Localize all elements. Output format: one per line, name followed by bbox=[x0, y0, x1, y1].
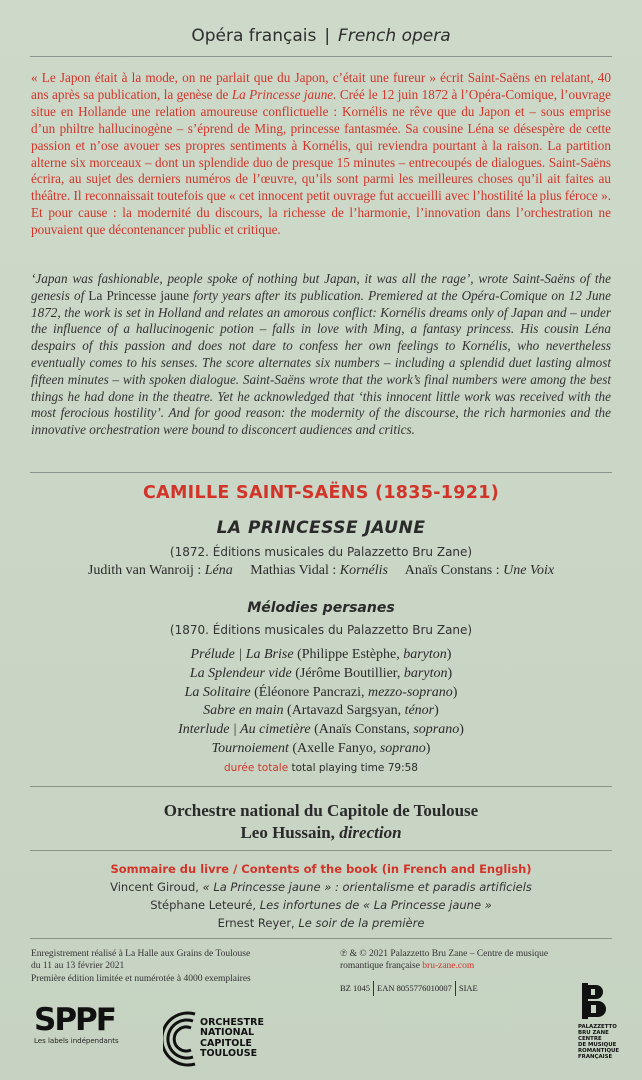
sppf-tagline: Les labels indépendants bbox=[34, 1037, 119, 1045]
pbz-emblem-icon bbox=[578, 983, 608, 1019]
song-list bbox=[0, 646, 642, 759]
melodies-publication: (1870. Éditions musicales du Palazzetto Bru Zane) bbox=[169, 623, 473, 637]
website-link[interactable]: bru-zane.com bbox=[422, 961, 475, 972]
fr-work-title: La Princesse jaune. bbox=[231, 86, 337, 102]
footer-rule bbox=[30, 938, 612, 939]
duration-label-fr: durée totale bbox=[224, 762, 289, 774]
fr-text-part1: « Le Japon était à la mode, on ne parlait que du Japon, c’était une fureur » écrit Saint-Saëns en relatant, 40 ans après sa publication, la genèse de bbox=[31, 70, 611, 102]
cast-member: Anaïs Constans : Une Voix bbox=[404, 563, 555, 578]
contents-item: Stéphane Leteuré, Les infortunes de « La Princesse jaune » bbox=[150, 898, 492, 912]
catalogue-number: BZ 1045 bbox=[340, 981, 374, 996]
composer-name: CAMILLE SAINT-SAËNS (1835-1921) bbox=[142, 483, 499, 503]
en-work-title: La Princesse jaune bbox=[88, 287, 189, 303]
cast-list bbox=[0, 563, 642, 579]
cast-member: Judith van Wanroij : Léna bbox=[87, 563, 233, 578]
duration-label-en: total playing time 79:58 bbox=[291, 762, 418, 774]
orchestra-logo-text: ORCHESTRE NATIONAL CAPITOLE TOULOUSE bbox=[200, 1017, 264, 1060]
copyright-line: ℗ & © 2021 Palazzetto Bru Zane – Centre de musique bbox=[340, 949, 549, 959]
ean-code: EAN 8055776010007 bbox=[374, 981, 456, 996]
sppf-wordmark: SPPF bbox=[34, 1002, 115, 1038]
recording-info bbox=[31, 948, 316, 985]
melodies-title: Mélodies persanes bbox=[247, 600, 395, 616]
en-text-part2: forty years after its publication. Premiered at the Opéra-Comique on 12 June 1872, the work is set in Holland and relates an amorous conflict: Kornélis dreams only of Japan and – under the influence of a hallucinogenic potion – falls in love with Ming, a fantasy princess. His cousin Léna despairs of this passion and does not dare to confess her own feelings to Kornélis, who nevertheless eventually comes to his senses. The score alternates six numbers – including a splendid duet lasting almost fifteen minutes – with spoken dialogue. Saint-Saëns wrote that the work’s final numbers were among the best things he had done in the theatre. Yet he acknowledged that ‘this innocent little work was received with the most ferocious hostility’. And for good reason: the modernity of the discourse, the rich harmonies and the innovative orchestration were bound to disconcert audiences and critics. bbox=[31, 287, 611, 438]
conductor: Leo Hussain, direction bbox=[240, 823, 402, 842]
opera-title: LA PRINCESSE JAUNE bbox=[216, 518, 426, 538]
song-item: La Solitaire (Éléonore Pancrazi, mezzo-soprano) bbox=[184, 684, 458, 700]
header-rule bbox=[30, 56, 612, 57]
orchestra-logo bbox=[163, 1008, 323, 1070]
song-item: Prélude | La Brise (Philippe Estèphe, baryton) bbox=[190, 647, 452, 662]
recording-line: Enregistrement réalisé à La Halle aux Grains de Toulouse bbox=[31, 949, 251, 959]
opera-publication: (1872. Éditions musicales du Palazzetto Bru Zane) bbox=[169, 545, 473, 559]
contents-rule bbox=[30, 850, 612, 851]
en-text-part1: ‘Japan was fashionable, people spoke of nothing but Japan, it was all the rage’, wrote Saint-Saëns of the genesis of bbox=[31, 271, 611, 303]
copyright-line: romantique française bbox=[340, 961, 423, 972]
series-separator: | bbox=[324, 26, 331, 46]
contents-title: Sommaire du livre / Contents of the book (in French and English) bbox=[110, 862, 532, 876]
song-item: La Splendeur vide (Jérôme Boutillier, baryton) bbox=[189, 665, 453, 681]
series-header bbox=[0, 26, 642, 46]
recording-line: Première édition limitée et numérotée à 4000 exemplaires bbox=[31, 973, 251, 984]
book-contents bbox=[0, 860, 642, 932]
mid-rule bbox=[30, 472, 612, 473]
french-description bbox=[31, 70, 611, 239]
english-description bbox=[31, 271, 611, 439]
series-fr: Opéra français bbox=[191, 26, 317, 46]
song-item: Sabre en main (Artavazd Sargsyan, ténor) bbox=[203, 703, 439, 719]
siae-mark: SIAE bbox=[458, 983, 478, 993]
song-item: Tournoiement (Axelle Fanyo, soprano) bbox=[211, 740, 431, 756]
total-duration bbox=[0, 762, 642, 774]
series-en: French opera bbox=[338, 26, 451, 46]
orchestra-name: Orchestre national du Capitole de Toulouse bbox=[163, 801, 479, 820]
palazzetto-logo bbox=[578, 983, 626, 1060]
recording-line: du 11 au 13 février 2021 bbox=[31, 961, 125, 972]
fr-text-part2: Créé le 12 juin 1872 à l’Opéra-Comique, l’ouvrage situe en Hollande une relation amoureuse conflictuelle : Kornélis ne rêve que du Japon et – sous emprise d’un philtre hallucinogène – s’éprend de Ming, princesse fantasmée. Sa cousine Léna se désespère de cette passion et n’ose avouer ses propres sentiments à Kornélis, qui reviendra pourtant à la raison. La partition alterne six morceaux – dont un splendide duo de presque 15 minutes – entrecoupés de dialogues. Saint-Saëns écrira, au sujet des derniers numéros de l’œuvre, qu’ils sont parmi les meilleures choses qu’il ait faites au théâtre. Il reconnaissait toutefois que « cet innocent petit ouvrage fut accueilli avec l’hostilité la plus féroce ». Et pour cause : la modernité du discours, la richesse de l’harmonie, l’innovation dans l’orchestration ne pouvaient que décontenancer public et critique. bbox=[31, 86, 612, 238]
pbz-logo-text: PALAZZETTO BRU ZANE CENTRE DE MUSIQUE ROMANTIQUE FRANÇAISE bbox=[578, 1024, 620, 1060]
copyright-info bbox=[340, 948, 620, 973]
song-item: Interlude | Au cimetière (Anaïs Constans, soprano) bbox=[178, 722, 464, 738]
contents-item: Vincent Giroud, « La Princesse jaune » : orientalisme et paradis artificiels bbox=[110, 880, 532, 894]
contents-item: Ernest Reyer, Le soir de la première bbox=[217, 916, 425, 930]
orchestra-emblem-icon bbox=[163, 1008, 203, 1070]
catalogue-codes bbox=[340, 981, 481, 996]
orchestra-block bbox=[0, 800, 642, 844]
orchestra-rule bbox=[30, 786, 612, 787]
cast-member: Mathias Vidal : Kornélis bbox=[250, 563, 388, 578]
sppf-logo bbox=[34, 1002, 119, 1045]
